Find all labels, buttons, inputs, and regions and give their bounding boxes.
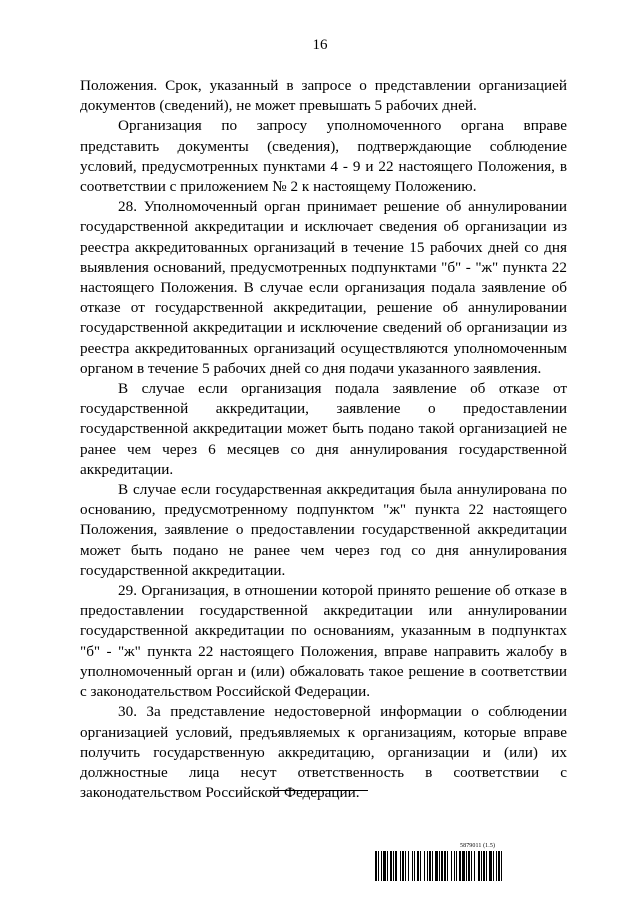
paragraph-28: 28. Уполномоченный орган принимает решение об аннулировании государственной аккредитации и исключает сведения об организации из реестра аккредитованных организаций в течение 15 рабочих дней со дня выявления оснований, предусмотренных подпунктами "б" - "ж" пункта 22 настоящего Положения. В случае если организация подала заявление об отказе от государственной аккредитации, решение об аннулировании государственной аккредитации и исключение сведений об организации из реестра аккредитованных организаций осуществляются уполномоченным органом в течение 5 рабочих дней со дня подачи указанного заявления. <box>80 198 567 377</box>
page-number: 16 <box>312 37 328 53</box>
document-code: 5879011 (1.5) <box>460 843 496 849</box>
paragraph-continuation: Положения. Срок, указанный в запросе о представлении организацией документов (сведений), не может превышать 5 рабочих дней. <box>80 77 567 115</box>
paragraph-refusal: В случае если организация подала заявление об отказе от государственной аккредитации, заявление о предоставлении государственной аккредитации может быть подано такой организацией не ранее чем через 6 месяцев со дня аннулирования государственной аккредитации. <box>80 380 567 478</box>
barcode-bar <box>502 851 505 881</box>
barcode <box>375 851 567 881</box>
end-divider <box>270 790 368 791</box>
paragraph-annulment: В случае если государственная аккредитация была аннулирована по основанию, предусмотренному подпунктом "ж" пункта 22 настоящего Положения, заявление о предоставлении государственной аккредитации может быть подано не ранее чем через год со дня аннулирования государственной аккредитации. <box>80 481 567 579</box>
paragraph-documents: Организация по запросу уполномоченного органа вправе представить документы (сведения), подтверждающие соблюдение условий, предусмотренных пунктами 4 - 9 и 22 настоящего Положения, в соответствии с приложением № 2 к настоящему Положению. <box>80 117 567 196</box>
document-body <box>80 76 567 803</box>
paragraph-29: 29. Организация, в отношении которой принято решение об отказе в предоставлении государственной аккредитации или аннулировании государственной аккредитации по основаниям, указанным в подпунктах "б" - "ж" пункта 22 настоящего Положения, вправе направить жалобу в уполномоченный орган и (или) обжаловать такое решение в соответствии с законодательством Российской Федерации. <box>80 582 567 701</box>
paragraph-30: 30. За представление недостоверной информации о соблюдении организацией условий, предъявляемых к организациям, которые вправе получить государственную аккредитацию, организации и (или) их должностные лица несут ответственность в соответствии с законодательством Российской Федерации. <box>80 703 567 802</box>
